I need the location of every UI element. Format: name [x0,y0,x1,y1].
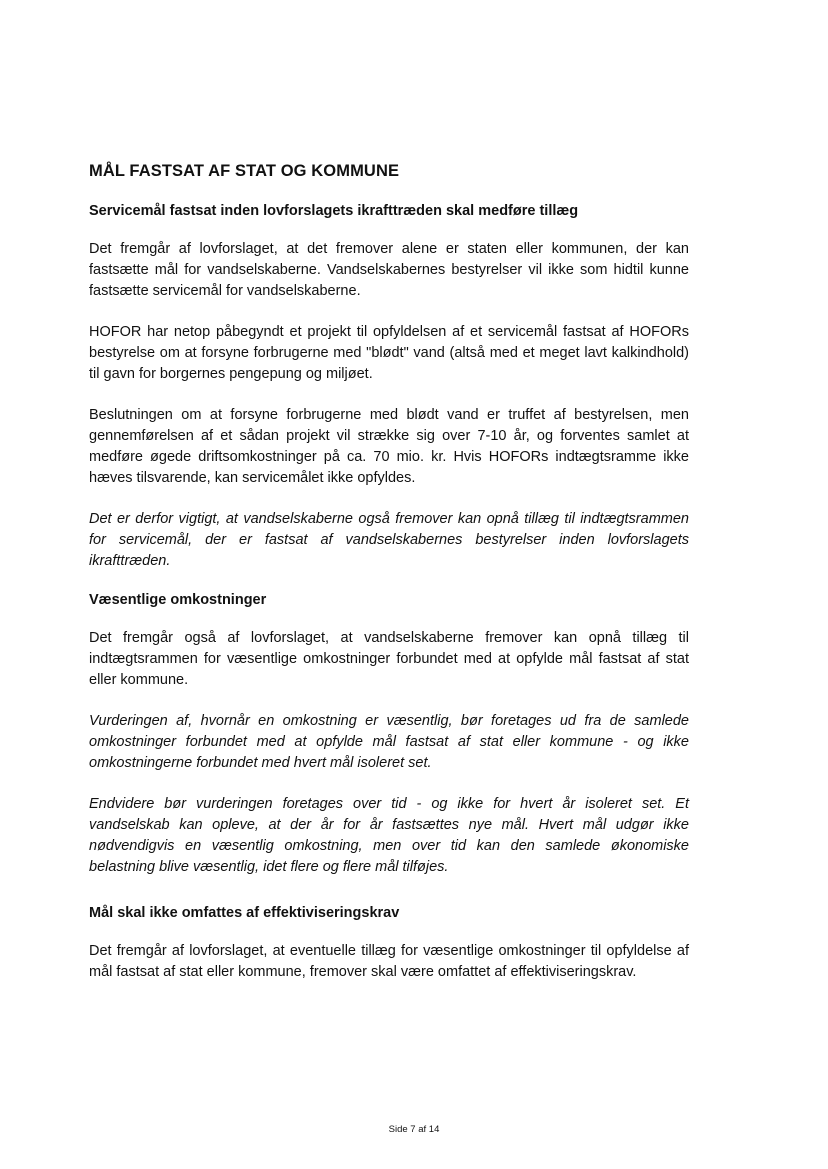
paragraph: Det fremgår af lovforslaget, at eventuelle tillæg for væsentlige omkostninger til opfyldelse af mål fastsat af stat eller kommune, fremover skal være omfattet af effektiviseringskrav. [89,943,689,980]
paragraph-italic: Endvidere bør vurderingen foretages over tid - og ikke for hvert år isoleret set. Et vandselskab kan opleve, at der år for år fastsættes nye mål. Hvert mål udgør ikke nødvendigvis en væsentlig omkostning, men over tid kan den samlede økonomiske belastning blive væsentlig, idet flere og flere mål tilføjes. [89,796,689,875]
paragraph: HOFOR har netop påbegyndt et projekt til opfyldelsen af et servicemål fastsat af HOFORs bestyrelse om at forsyne forbrugerne med "blødt" vand (altså med et meget lavt kalkindhold) til gavn for borgernes pengepung og miljøet. [89,324,689,382]
page-number: Side 7 af 14 [388,1124,440,1135]
section-heading: Væsentlige omkostninger [89,592,267,608]
paragraph-italic: Det er derfor vigtigt, at vandselskaberne også fremover kan opnå tillæg til indtægtsrammen for servicemål, der er fastsat af vandselskabernes bestyrelser inden lovforslagets ikrafttræden. [89,511,689,569]
section-heading: Mål skal ikke omfattes af effektiviseringskrav [89,905,400,921]
paragraph: Det fremgår også af lovforslaget, at vandselskaberne fremover kan opnå tillæg til indtægtsrammen for væsentlige omkostninger forbundet med at opfylde mål fastsat af stat eller kommune. [89,630,689,688]
paragraph: Beslutningen om at forsyne forbrugerne med blødt vand er truffet af bestyrelsen, men gennemførelsen af et sådan projekt vil strække sig over 7-10 år, og forventes samlet at medføre øgede driftsomkostninger på ca. 70 mio. kr. Hvis HOFORs indtægtsramme ikke hæves tilsvarende, kan servicemålet ikke opfyldes. [89,407,689,486]
paragraph-italic: Vurderingen af, hvornår en omkostning er væsentlig, bør foretages ud fra de samlede omkostninger forbundet med at opfylde mål fastsat af stat eller kommune - og ikke omkostningerne forbundet med hvert mål isoleret set. [89,713,689,771]
section-heading: Servicemål fastsat inden lovforslagets ikrafttræden skal medføre tillæg [89,203,579,219]
paragraph: Det fremgår af lovforslaget, at det fremover alene er staten eller kommunen, der kan fastsætte mål for vandselskaberne. Vandselskabernes bestyrelser vil ikke som hidtil kunne fastsætte servicemål for vandselskaberne. [89,241,689,299]
document-title: MÅL FASTSAT AF STAT OG KOMMUNE [89,162,400,180]
document-body [89,160,689,983]
